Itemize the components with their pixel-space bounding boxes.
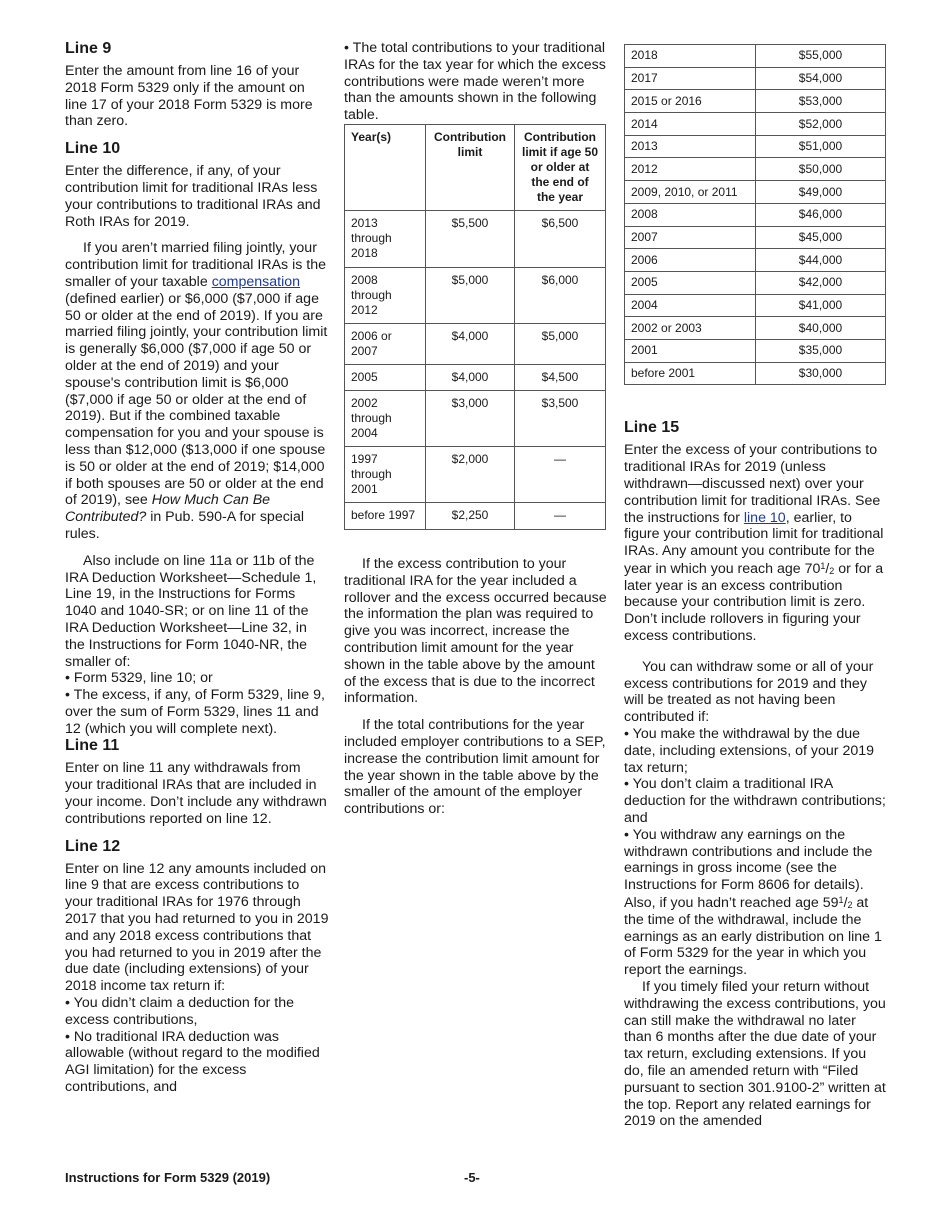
table-cell: 2018	[625, 45, 756, 68]
table-row	[625, 317, 886, 340]
table-row	[625, 67, 886, 90]
footer-title: Instructions for Form 5329 (2019)	[65, 1170, 271, 1185]
table-cell: $51,000	[756, 135, 886, 158]
fraction-half: $^1/_2$	[838, 894, 853, 911]
table-cell: 1997 through 2001	[345, 446, 426, 502]
table-cell: $46,000	[756, 203, 886, 226]
table-cell: 2014	[625, 113, 756, 136]
header-limit-50: Contribution limit if age 50 or older at the end of the year	[515, 124, 606, 210]
column-1	[65, 40, 330, 1096]
table-cell: $55,000	[756, 45, 886, 68]
table-cell: 2017	[625, 67, 756, 90]
line12-heading: Line 12	[65, 837, 121, 855]
table-cell: $49,000	[756, 181, 886, 204]
line15-text: Enter the excess of your contributions to traditional IRAs for 2019 (unless withdrawn—discussed next) over your contribution limit for traditional IRAs. See the instructions for line 10, earlier, to figure your contribution limit for traditional IRAs. Any amount you contribute for the year in which you reach age $70^1/_2$ or for a later year is an excess contribution because your contribution limit is zero. Don’t include rollovers in figuring your excess contributions.	[624, 442, 884, 645]
table-row	[625, 226, 886, 249]
table-row	[345, 364, 606, 390]
line10-para2: If you aren’t married filing jointly, your contribution limit for traditional IRAs is the smaller of your taxable compensation (defined earlier) or $6,000 ($7,000 if age 50 or older at the end of 2019). If you are married filing jointly, your contribution limit is generally $6,000 ($7,000 if age 50 or older at the end of 2019) and your spouse's contribution limit is $6,000 ($7,000 if age 50 or older at the end of 2019). But if the combined taxable compensation for you and your spouse is less than $12,000 ($13,000 if one spouse is 50 or older at the end of 2019; $14,000 if both spouses are 50 or older at the end of 2019), see How Much Can Be Contributed? in Pub. 590-A for special rules.	[65, 240, 328, 542]
table-cell: $2,250	[426, 502, 515, 529]
line10-heading: Line 10	[65, 140, 121, 158]
table-cell: $42,000	[756, 271, 886, 294]
table-cell: before 2001	[625, 362, 756, 385]
table-row	[345, 267, 606, 323]
table-cell: 2007	[625, 226, 756, 249]
withdraw-bullet-1: • You make the withdrawal by the due date, including extensions, of your 2019 tax return;	[624, 726, 886, 776]
table-row	[345, 446, 606, 502]
table-cell: 2008 through 2012	[345, 267, 426, 323]
line10-link[interactable]: line 10	[743, 509, 786, 526]
fraction-half: $^1/_2$	[820, 559, 835, 576]
withdraw-bullet-3: • You withdraw any earnings on the withdrawn contributions and include the earnings in gross income (see the Instructions for Form 8606 for details). Also, if you hadn’t reached age $59^1/_2$ at the time of the withdrawal, include the earnings as an early distribution on line 1 of Form 5329 for the year in which you report the earnings.	[624, 827, 886, 979]
table-cell: $50,000	[756, 158, 886, 181]
table-cell: 2009, 2010, or 2011	[625, 181, 756, 204]
table-cell: 2004	[625, 294, 756, 317]
table-row	[625, 339, 886, 362]
table-cell: $4,000	[426, 323, 515, 364]
table-cell: $3,000	[426, 390, 515, 446]
header-limit: Contribution limit	[426, 124, 515, 210]
line9-text: Enter the amount from line 16 of your 2018 Form 5329 only if the amount on line 17 of your 2018 Form 5329 is more than zero.	[65, 63, 313, 130]
line11-text: Enter on line 11 any withdrawals from your traditional IRAs that are included in your income. Don’t include any withdrawn contributions reported on line 12.	[65, 760, 327, 827]
column-3	[624, 44, 886, 1130]
withdraw-bullet-2: • You don’t claim a traditional IRA deduction for the withdrawn contributions; and	[624, 776, 886, 826]
line10-para3: Also include on line 11a or 11b of the IRA Deduction Worksheet—Schedule 1, Line 19, in the Instructions for Forms 1040 and 1040-SR; or on line 11 of the IRA Deduction Worksheet—Line 32, in the Instructions for Form 1040-NR, the smaller of:	[65, 552, 317, 670]
sep-paragraph: If the total contributions for the year included employer contributions to a SEP, increase the contribution limit amount for the year shown in the table above by the smaller of the amount of the employer contributions or:	[344, 717, 606, 818]
table-cell: before 1997	[345, 502, 426, 529]
table-cell: 2005	[345, 364, 426, 390]
line12-bullet-1: • You didn’t claim a deduction for the excess contributions,	[65, 995, 330, 1029]
table-row	[345, 390, 606, 446]
line12-text: Enter on line 12 any amounts included on line 9 that are excess contributions to your traditional IRAs for 1976 through 2017 that you had returned to you in 2019 and any 2018 excess contributions that you had returned to you in 2019 after the due date (including extensions) of your 2018 income tax return if:	[65, 860, 329, 995]
table-cell: —	[515, 446, 606, 502]
table-cell: 2001	[625, 339, 756, 362]
column-2	[344, 40, 608, 818]
table-cell: $5,500	[426, 210, 515, 267]
table-cell: $3,500	[515, 390, 606, 446]
table-cell: 2002 through 2004	[345, 390, 426, 446]
table-cell: $45,000	[756, 226, 886, 249]
table-row	[625, 113, 886, 136]
contribution-bullet: • The total contributions to your traditional IRAs for the tax year for which the excess contributions were made weren’t more than the amounts shown in the following table.	[344, 40, 608, 124]
rollover-paragraph: If the excess contribution to your traditional IRA for the year included a rollover and the excess occurred because the information the plan was required to give you was incorrect, increase the contribution limit amount for the year shown in the table above by the amount of the excess that is due to the incorrect information.	[344, 555, 607, 707]
table-cell: $35,000	[756, 339, 886, 362]
timely-filed-paragraph: If you timely filed your return without withdrawing the excess contributions, you can still make the withdrawal no later than 6 months after the due date of your tax return, excluding extensions. If you do, file an amended return with “Filed pursuant to section 301.9100-2” written at the top. Report any related earnings for 2019 on the amended	[624, 979, 886, 1130]
table-cell: $4,500	[515, 364, 606, 390]
table-cell: $4,000	[426, 364, 515, 390]
table-row	[345, 323, 606, 364]
table-row	[625, 271, 886, 294]
table-row	[345, 502, 606, 529]
table-row	[625, 294, 886, 317]
table-row	[625, 181, 886, 204]
sep-limits-table	[624, 44, 886, 385]
table-cell: $44,000	[756, 249, 886, 272]
table-cell: 2015 or 2016	[625, 90, 756, 113]
table-cell: 2013 through 2018	[345, 210, 426, 267]
table-cell: 2002 or 2003	[625, 317, 756, 340]
line15-heading: Line 15	[624, 419, 680, 437]
compensation-link[interactable]: compensation	[211, 273, 301, 290]
table-cell: 2013	[625, 135, 756, 158]
table-cell: 2012	[625, 158, 756, 181]
page-number: -5-	[464, 1170, 480, 1185]
table-cell: 2006 or 2007	[345, 323, 426, 364]
line9-heading: Line 9	[65, 40, 112, 57]
table-cell: $6,000	[515, 267, 606, 323]
table-cell: $52,000	[756, 113, 886, 136]
line11-heading: Line 11	[65, 737, 120, 755]
table-cell: $40,000	[756, 317, 886, 340]
line10-bullet-2: • The excess, if any, of Form 5329, line 9, over the sum of Form 5329, lines 11 and 12 (which you will complete next).	[65, 687, 330, 737]
table-cell: $5,000	[426, 267, 515, 323]
table-row	[625, 249, 886, 272]
table-row	[625, 203, 886, 226]
table-cell: $41,000	[756, 294, 886, 317]
table-cell: $6,500	[515, 210, 606, 267]
line12-bullet-2: • No traditional IRA deduction was allowable (without regard to the modified AGI limitation) for the excess contributions, and	[65, 1029, 330, 1096]
contribution-limit-table	[344, 124, 606, 530]
table-cell: $30,000	[756, 362, 886, 385]
table-cell: $2,000	[426, 446, 515, 502]
table-header-row	[345, 124, 606, 210]
table-row	[625, 362, 886, 385]
table-cell: 2008	[625, 203, 756, 226]
table-cell: $54,000	[756, 67, 886, 90]
table-row	[345, 210, 606, 267]
table-cell: 2005	[625, 271, 756, 294]
table-cell: $53,000	[756, 90, 886, 113]
table-row	[625, 90, 886, 113]
line10-text: Enter the difference, if any, of your contribution limit for traditional IRAs less your contributions to traditional IRAs and Roth IRAs for 2019.	[65, 163, 321, 230]
table-row	[625, 45, 886, 68]
table-cell: —	[515, 502, 606, 529]
withdraw-paragraph: You can withdraw some or all of your excess contributions for 2019 and they will be treated as not having been contributed if:	[624, 658, 874, 726]
table-row	[625, 135, 886, 158]
table-row	[625, 158, 886, 181]
header-years: Year(s)	[345, 124, 426, 210]
table-cell: $5,000	[515, 323, 606, 364]
line10-bullet-1: • Form 5329, line 10; or	[65, 670, 330, 687]
table-cell: 2006	[625, 249, 756, 272]
